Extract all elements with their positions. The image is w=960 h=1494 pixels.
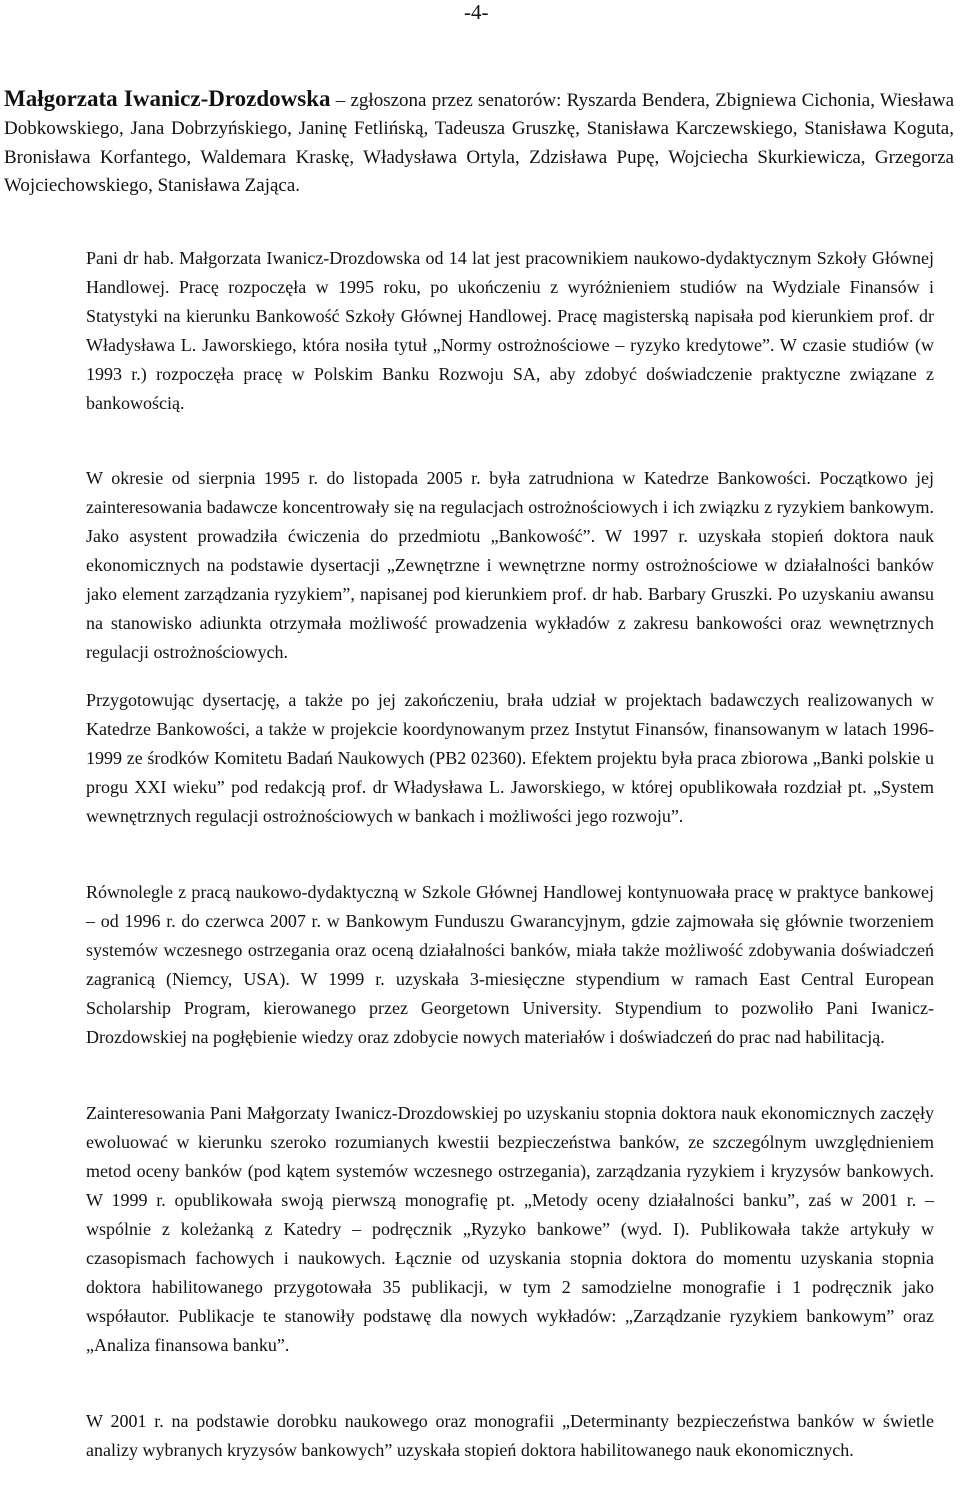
bio-paragraph-4: Równolegle z pracą naukowo-dydaktyczną w Szkole Głównej Handlowej kontynuowała pracę w praktyce bankowej – od 1996 r. do czerwca 2007 r. w Bankowym Funduszu Gwarancyjnym, gdzie zajmowała się głównie tworzeniem systemów wczesnego ostrzegania oraz oceną działalności banków, miała także możliwość zdobywania doświadczeń zagranicą (Niemcy, USA). W 1999 r. uzyskała 3-miesięczne stypendium w ramach East Central European Scholarship Program, kierowanego przez Georgetown University. Stypendium to pozwoliło Pani Iwanicz-Drozdowskiej na pogłębienie wiedzy oraz zdobycie nowych materiałów i doświadczeń do prac nad habilitacją. <box>86 882 934 1047</box>
bio-paragraph-2: W okresie od sierpnia 1995 r. do listopada 2005 r. była zatrudniona w Katedrze Bankowości. Początkowo jej zainteresowania badawcze koncentrowały się na regulacjach ostrożnościowych i ich związku z ryzykiem bankowym. Jako asystent prowadziła ćwiczenia do przedmiotu „Bankowość”. W 1997 r. uzyskała stopień doktora nauk ekonomicznych na podstawie dysertacji „Zewnętrzne i wewnętrzne normy ostrożnościowe w działalności banków jako element zarządzania ryzykiem”, napisanej pod kierunkiem prof. dr hab. Barbary Gruszki. Po uzyskaniu awansu na stanowisko adiunkta otrzymała możliwość prowadzenia wykładów z zakresu bankowości oraz wewnętrznych regulacji ostrożnościowych. <box>86 468 934 662</box>
bio-paragraph-3: Przygotowując dysertację, a także po jej zakończeniu, brała udział w projektach badawczych realizowanych w Katedrze Bankowości, a także w projekcie koordynowanym przez Instytut Finansów, finansowanym w latach 1996-1999 ze środków Komitetu Badań Naukowych (PB2 02360). Efektem projektu była praca zbiorowa „Banki polskie u progu XXI wieku” pod redakcją prof. dr Władysława L. Jaworskiego, w której opublikowała rozdział pt. „System wewnętrznych regulacji ostrożnościowych w bankach i możliwości jego rozwoju”. <box>86 690 934 826</box>
bio-paragraph-6: W 2001 r. na podstawie dorobku naukowego oraz monografii „Determinanty bezpieczeństwa banków w świetle analizy wybranych kryzysów bankowych” uzyskała stopień doktora habilitowanego nauk ekonomicznych. <box>86 1411 934 1460</box>
nominee-sponsors: – zgłoszona przez senatorów: Ryszarda Bendera, Zbigniewa Cichonia, Wiesława Dobkowskiego, Jana Dobrzyńskiego, Janinę Fetlińską, Tadeusza Gruszkę, Stanisława Karczewskiego, Stanisława Koguta, Bronisława Korfantego, Waldemara Kraskę, Władysława Ortyla, Zdzisława Pupę, Wojciecha Skurkiewicza, Grzegorza Wojciechowskiego, Stanisława Zająca. <box>4 90 954 197</box>
bio-paragraph-1: Pani dr hab. Małgorzata Iwanicz-Drozdowska od 14 lat jest pracownikiem naukowo-dydaktycznym Szkoły Głównej Handlowej. Pracę rozpoczęła w 1995 roku, po ukończeniu z wyróżnieniem studiów na Wydziale Finansów i Statystyki na kierunku Bankowość Szkoły Głównej Handlowej. Pracę magisterską napisała pod kierunkiem prof. dr Władysława L. Jaworskiego, która nosiła tytuł „Normy ostrożnościowe – ryzyko kredytowe”. W czasie studiów (w 1993 r.) rozpoczęła pracę w Polskim Banku Rozwoju SA, aby zdobyć doświadczenie praktyczne związane z bankowością. <box>86 248 934 413</box>
bio-paragraph-5: Zainteresowania Pani Małgorzaty Iwanicz-Drozdowskiej po uzyskaniu stopnia doktora nauk ekonomicznych zaczęły ewoluować w kierunku szeroko rozumianych kwestii bezpieczeństwa banków, ze szczególnym uwzględnieniem metod oceny banków (pod kątem systemów wczesnego ostrzegania), zarządzania ryzykiem i kryzysów bankowych. W 1999 r. opublikowała swoją pierwszą monografię pt. „Metody oceny działalności banku”, zaś w 2001 r. – wspólnie z koleżanką z Katedry – podręcznik „Ryzyko bankowe” (wyd. I). Publikowała także artykuły w czasopismach fachowych i naukowych. Łącznie od uzyskania stopnia doktora do momentu uzyskania stopnia doktora habilitowanego przygotowała 35 publikacji, w tym 2 samodzielne monografie i 1 podręcznik jako współautor. Publikacje te stanowiły podstawę dla nowych wykładów: „Zarządzanie ryzykiem bankowym” oraz „Analiza finansowa banku”. <box>86 1103 934 1355</box>
page-number: -4- <box>464 0 489 24</box>
nominee-intro <box>4 85 954 201</box>
nominee-name: Małgorzata Iwanicz-Drozdowska <box>4 86 331 111</box>
